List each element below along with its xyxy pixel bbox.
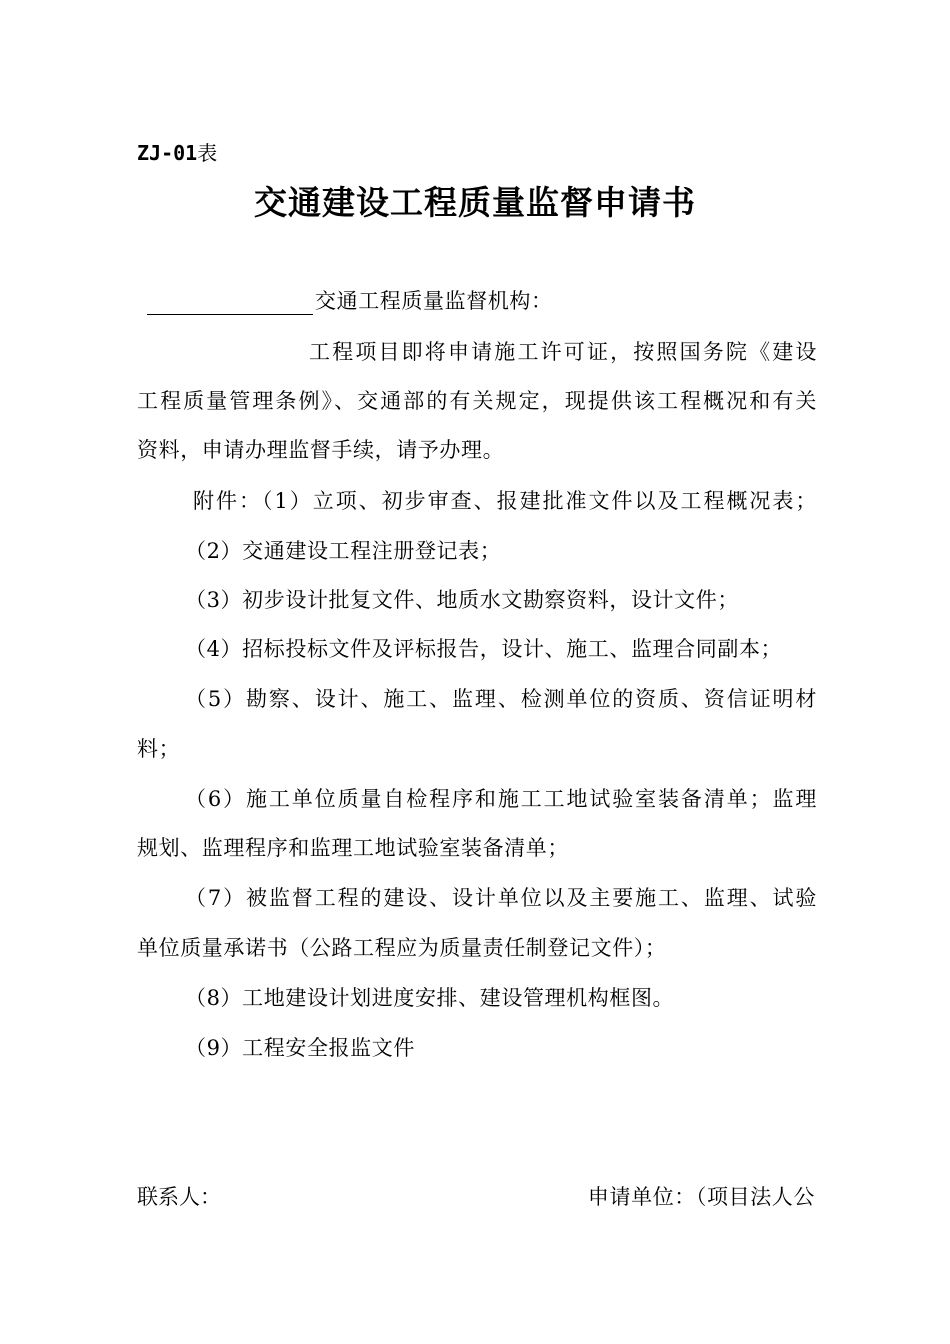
addressee-text: 交通工程质量监督机构： [315, 289, 553, 313]
paragraph-text: 工程项目即将申请施工许可证，按照国务院《建设 [309, 340, 817, 364]
attachment-text: （6）施工单位质量自检程序和施工工地试验室装备清单；监理 [185, 787, 817, 811]
attachment-text: （7）被监督工程的建设、设计单位以及主要施工、监理、试验 [185, 886, 817, 910]
attachment-text: 料； [137, 737, 181, 761]
attachment-text: （5）勘察、设计、施工、监理、检测单位的资质、资信证明材 [185, 687, 817, 711]
attachment-text: （4）招标投标文件及评标报告，设计、施工、监理合同副本； [185, 637, 783, 661]
attachment-text: 附件：（1）立项、初步审查、报建批准文件以及工程概况表； [193, 489, 817, 513]
paragraph-line [137, 338, 817, 366]
attachment-text: （9）工程安全报监文件 [185, 1036, 415, 1060]
form-code [137, 140, 217, 166]
contact-label: 联系人： [137, 1185, 221, 1209]
attachment-continuation [137, 834, 817, 862]
attachment-text: 单位质量承诺书（公路工程应为质量责任制登记文件）； [137, 936, 667, 960]
attachment-item [185, 586, 865, 614]
paragraph-text: 资料，申请办理监督手续，请予办理。 [137, 438, 505, 462]
applicant-label: 申请单位：（项目法人公 [587, 1185, 815, 1209]
attachment-item [185, 1034, 865, 1062]
attachment-text: （2）交通建设工程注册登记表； [185, 539, 502, 563]
paragraph-text: 工程质量管理条例》、交通部的有关规定，现提供该工程概况和有关 [137, 389, 817, 413]
addressee-line [147, 287, 827, 315]
paragraph-line [137, 387, 817, 415]
form-code-suffix: 表 [197, 141, 218, 165]
attachment-item [185, 884, 817, 912]
attachment-item [185, 984, 865, 1012]
attachment-text: （3）初步设计批复文件、地质水文勘察资料，设计文件； [185, 588, 739, 612]
attachment-item [185, 685, 817, 713]
attachment-item [185, 537, 865, 565]
document-title: 交通建设工程质量监督申请书 [254, 183, 696, 222]
attachment-item [137, 487, 817, 515]
attachment-continuation [137, 735, 817, 763]
attachment-continuation [137, 934, 817, 962]
form-code-number: ZJ-01 [137, 141, 198, 165]
attachment-text: （8）工地建设计划进度安排、建设管理机构框图。 [185, 986, 675, 1010]
attachment-text: 规划、监理程序和监理工地试验室装备清单； [137, 836, 569, 860]
attachment-item [185, 635, 865, 663]
attachment-item [185, 785, 817, 813]
addressee-blank [147, 292, 313, 315]
paragraph-line [137, 436, 817, 464]
